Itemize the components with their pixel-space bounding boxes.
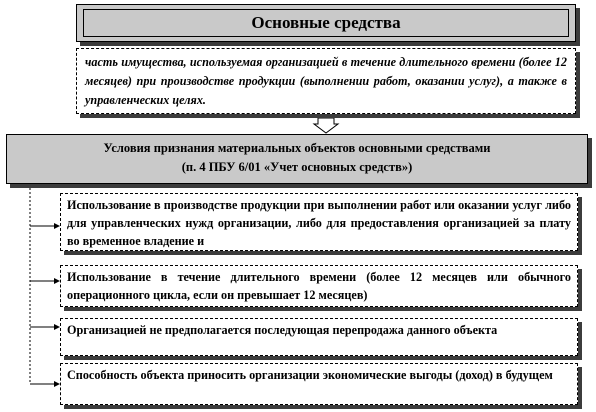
- title-box: [76, 4, 576, 42]
- branch-arrow-icon: [30, 223, 60, 229]
- conditions-reference: (п. 4 ПБУ 6/01 «Учет основных средств»): [181, 160, 413, 174]
- condition-item: Способность объекта приносить организации экономические выгоды (доход) в будущем: [60, 363, 578, 405]
- conditions-box: [6, 134, 588, 184]
- down-arrow-icon: [314, 118, 338, 133]
- conditions-title: Условия признания материальных объектов основными средствами: [103, 141, 491, 155]
- condition-item: Использование в производстве продукции при выполнении работ или оказании услуг либо для управленческих нужд организации, либо для предоставления организацией за плату во временное владение и: [60, 193, 578, 251]
- branch-arrow-icon: [30, 381, 60, 387]
- condition-item: Использование в течение длительного времени (более 12 месяцев или обычного операционного цикла, если он превышает 12 месяцев): [60, 265, 578, 307]
- diagram-title: Основные средства: [83, 9, 569, 37]
- condition-item: Организацией не предполагается последующая перепродажа данного объекта: [60, 318, 578, 356]
- branch-arrow-icon: [30, 278, 60, 284]
- definition-box: часть имущества, используемая организацией в течение длительного времени (более 12 месяцев) при производстве продукции (выполнении работ, оказании услуг), а также в управленческих целях.: [76, 48, 576, 114]
- branch-arrow-icon: [30, 324, 60, 330]
